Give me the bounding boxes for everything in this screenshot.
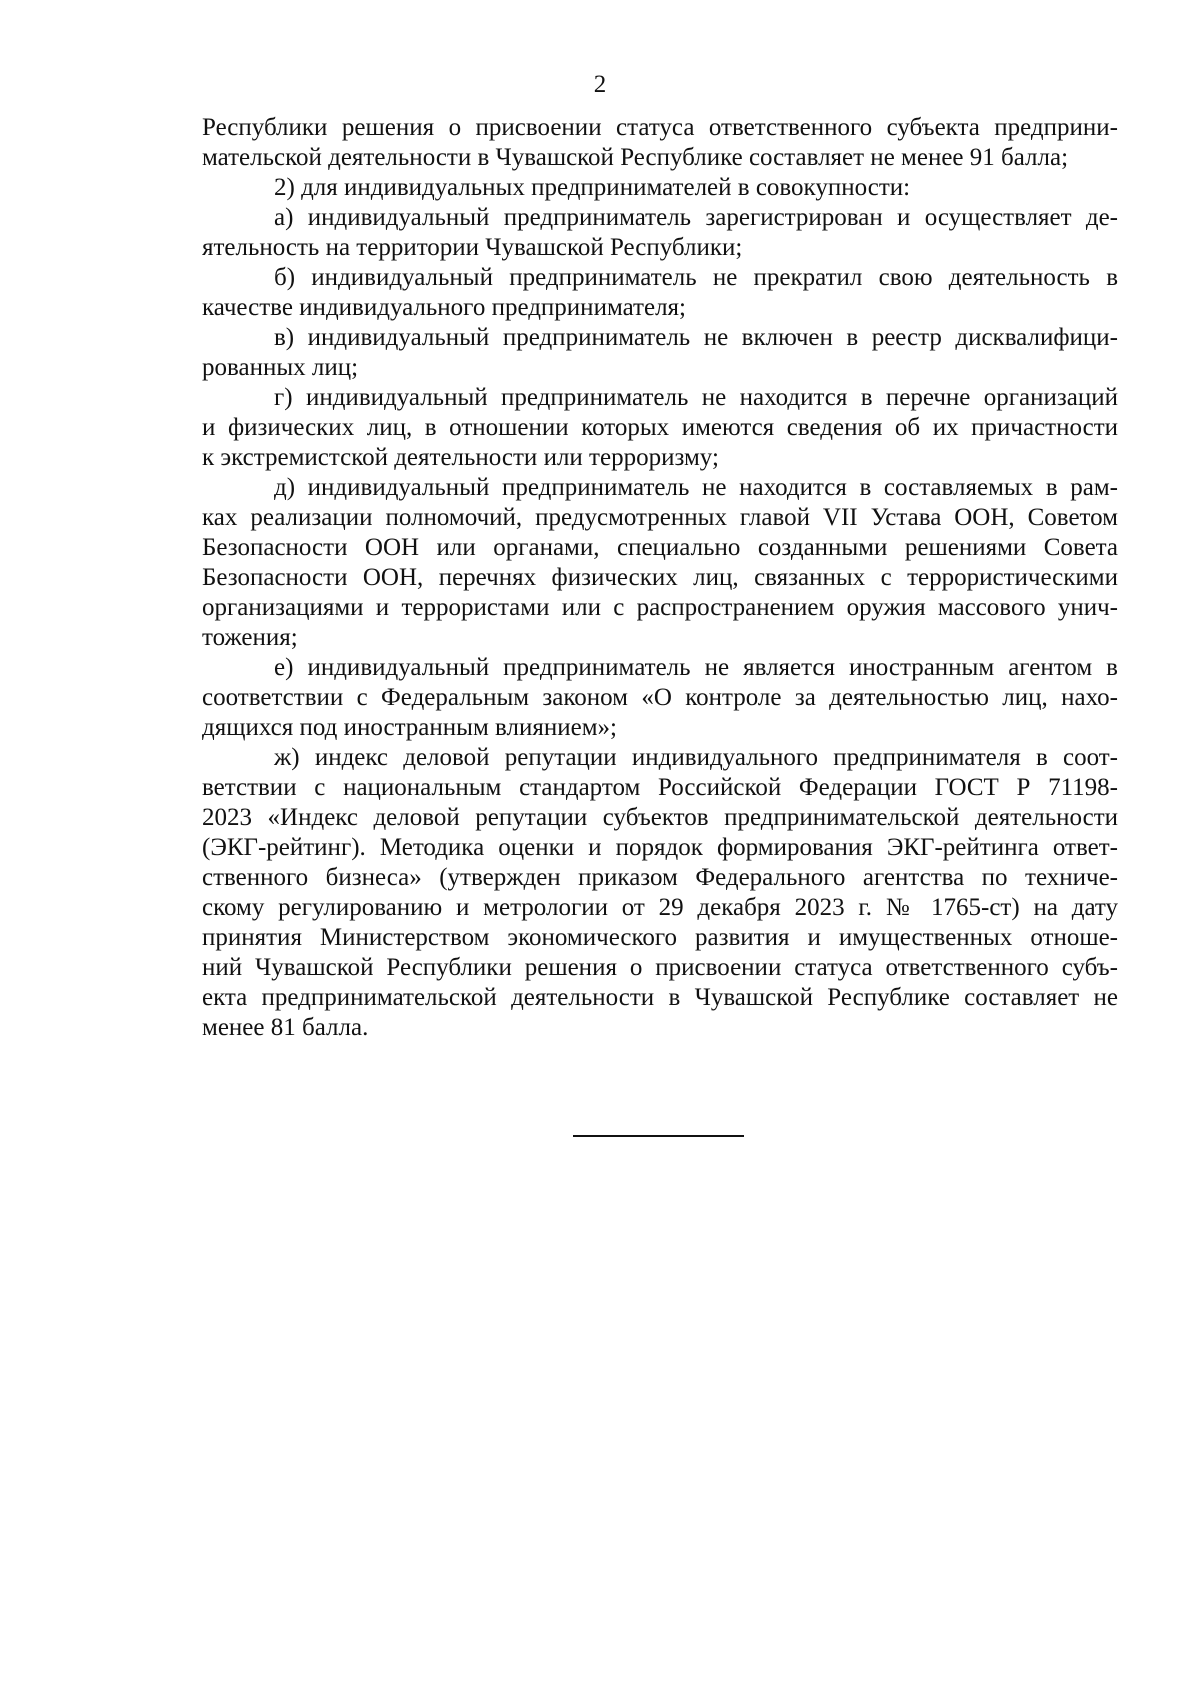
text-line: ж) индекс деловой репутации индивидуального предпринимателя в соот- [274, 744, 1118, 771]
text-line: а) индивидуальный предприниматель зарегистрирован и осуществляет де- [274, 204, 1118, 231]
text-line: и физических лиц, в отношении которых имеются сведения об их причастности [202, 414, 1118, 441]
end-of-document-rule [573, 1135, 744, 1137]
text-line: рованных лиц; [202, 354, 359, 381]
text-line: б) индивидуальный предприниматель не прекратил свою деятельность в [274, 264, 1118, 291]
text-line: соответствии с Федеральным законом «О контроле за деятельностью лиц, нахо- [202, 684, 1118, 711]
text-line: екта предпринимательской деятельности в Чувашской Республике составляет не [202, 984, 1118, 1011]
text-line: к экстремистской деятельности или терроризму; [202, 444, 719, 471]
text-line: 2) для индивидуальных предпринимателей в совокупности: [274, 174, 911, 201]
text-line: ственного бизнеса» (утвержден приказом Федерального агентства по техниче- [202, 864, 1118, 891]
text-line: ках реализации полномочий, предусмотренных главой VII Устава ООН, Советом [202, 504, 1118, 531]
text-line: Безопасности ООН или органами, специально созданными решениями Совета [202, 534, 1118, 561]
document-body [202, 113, 1118, 1043]
text-line: г) индивидуальный предприниматель не находится в перечне организаций [274, 384, 1118, 411]
text-line: 2023 «Индекс деловой репутации субъектов предпринимательской деятельности [202, 804, 1118, 831]
page-number: 2 [593, 71, 607, 98]
text-line: ятельность на территории Чувашской Республики; [202, 234, 743, 261]
text-line: Безопасности ООН, перечнях физических лиц, связанных с террористическими [202, 564, 1118, 591]
text-line: е) индивидуальный предприниматель не является иностранным агентом в [274, 654, 1118, 681]
text-line: скому регулированию и метрологии от 29 декабря 2023 г. № 1765-ст) на дату [202, 894, 1118, 921]
text-line: ний Чувашской Республики решения о присвоении статуса ответственного субъ- [202, 954, 1118, 981]
text-line: в) индивидуальный предприниматель не включен в реестр дисквалифици- [274, 324, 1118, 351]
text-line: организациями и террористами или с распространением оружия массового унич- [202, 594, 1118, 621]
text-line: принятия Министерством экономического развития и имущественных отноше- [202, 924, 1118, 951]
text-line: мательской деятельности в Чувашской Республике составляет не менее 91 балла; [202, 144, 1069, 171]
text-line: менее 81 балла. [202, 1014, 369, 1041]
text-line: тожения; [202, 624, 298, 651]
text-line: Республики решения о присвоении статуса ответственного субъекта предприни- [202, 114, 1118, 141]
text-line: ветствии с национальным стандартом Российской Федерации ГОСТ Р 71198- [202, 774, 1118, 801]
text-line: (ЭКГ-рейтинг). Методика оценки и порядок формирования ЭКГ-рейтинга ответ- [202, 834, 1118, 861]
text-line: дящихся под иностранным влиянием»; [202, 714, 617, 741]
text-line: д) индивидуальный предприниматель не находится в составляемых в рам- [274, 474, 1118, 501]
text-line: качестве индивидуального предпринимателя; [202, 294, 686, 321]
